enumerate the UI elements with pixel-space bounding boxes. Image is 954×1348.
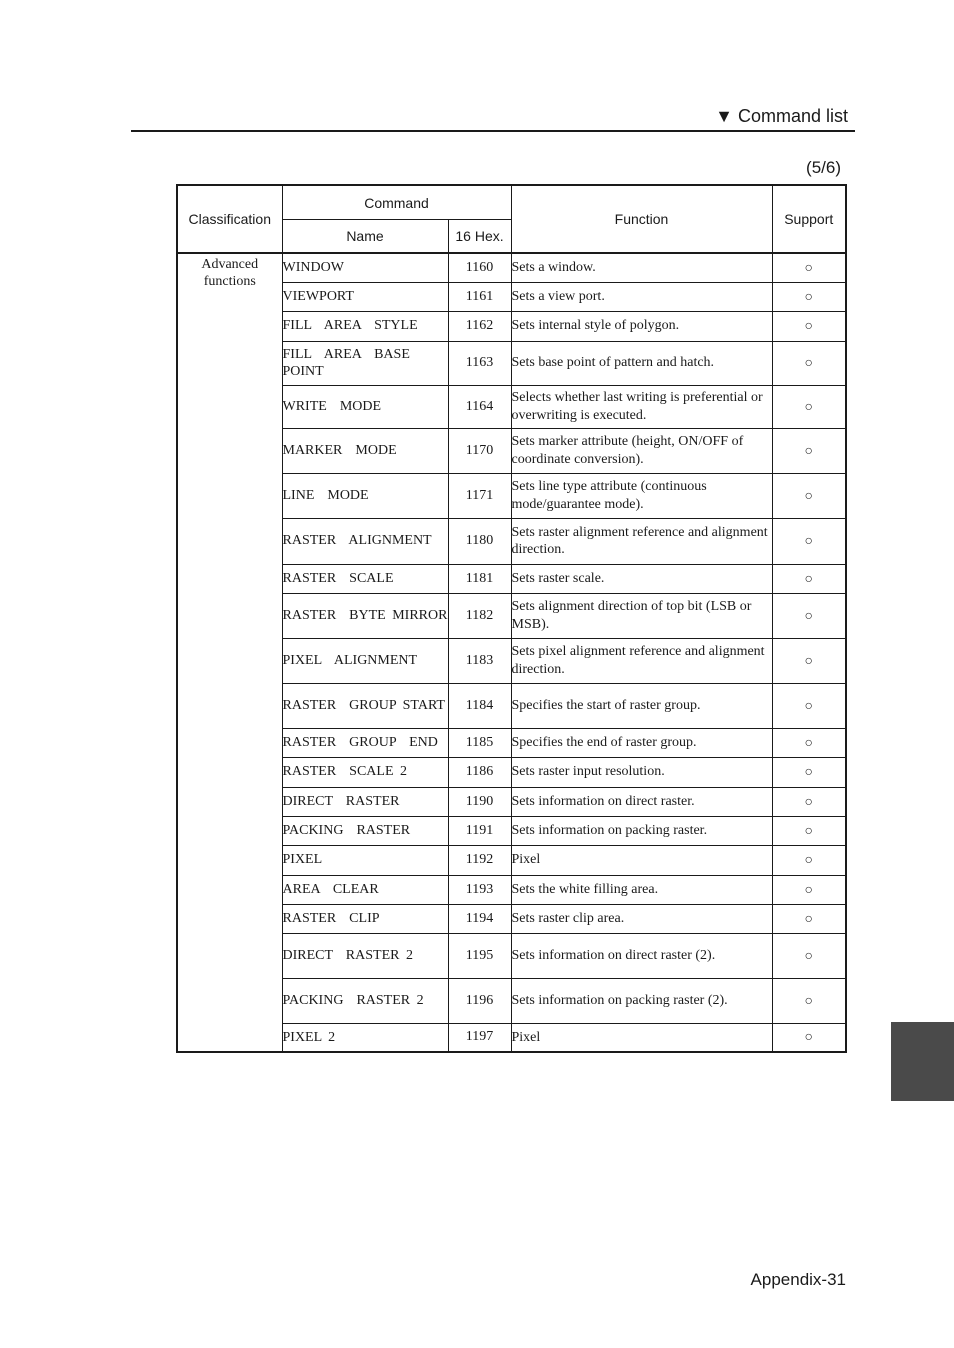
- support-cell: [772, 253, 846, 282]
- function-cell: Sets information on packing raster.: [511, 816, 772, 845]
- command-name-cell: LINE MODE: [282, 473, 448, 518]
- support-cell: [772, 875, 846, 904]
- support-circle-icon: ○: [804, 443, 813, 459]
- support-cell: [772, 757, 846, 787]
- hex-code-cell: 1181: [448, 564, 511, 593]
- support-circle-icon: ○: [804, 853, 813, 868]
- support-circle-icon: ○: [804, 356, 813, 371]
- hex-code-cell: 1161: [448, 282, 511, 311]
- command-name-cell: WRITE MODE: [282, 385, 448, 428]
- support-circle-icon: ○: [804, 735, 813, 751]
- hex-code-cell: 1195: [448, 933, 511, 978]
- command-name-cell: RASTER ALIGNMENT: [282, 518, 448, 564]
- page-indicator: (5/6): [806, 158, 841, 177]
- command-name-cell: RASTER GROUP END: [282, 728, 448, 757]
- support-circle-icon: ○: [804, 289, 813, 305]
- function-cell: Sets pixel alignment reference and alignment direction.: [511, 638, 772, 683]
- command-name-cell: PACKING RASTER: [282, 816, 448, 845]
- support-circle-icon: ○: [804, 319, 813, 334]
- hex-code-cell: 1183: [448, 638, 511, 683]
- command-name-cell: PACKING RASTER 2: [282, 978, 448, 1023]
- function-cell: Sets information on direct raster.: [511, 787, 772, 816]
- support-cell: [772, 933, 846, 978]
- command-name-cell: VIEWPORT: [282, 282, 448, 311]
- hex-code-cell: 1190: [448, 787, 511, 816]
- support-circle-icon: ○: [804, 911, 813, 927]
- support-cell: [772, 428, 846, 473]
- support-cell: [772, 638, 846, 683]
- command-name-cell: RASTER SCALE 2: [282, 757, 448, 787]
- hex-code-cell: 1170: [448, 428, 511, 473]
- function-cell: Selects whether last writing is preferential or overwriting is executed.: [511, 385, 772, 428]
- command-name-cell: MARKER MODE: [282, 428, 448, 473]
- support-circle-icon: ○: [804, 571, 813, 587]
- header-classification: Classification: [177, 185, 282, 253]
- table-row: [177, 253, 846, 282]
- chapter-tab: [891, 1022, 954, 1101]
- support-circle-icon: ○: [804, 260, 813, 276]
- section-title: Command list: [737, 106, 848, 126]
- page-number: Appendix-31: [750, 1270, 846, 1289]
- function-cell: Sets information on direct raster (2).: [511, 933, 772, 978]
- header-hex: 16 Hex.: [448, 220, 511, 254]
- hex-code-cell: 1186: [448, 757, 511, 787]
- support-circle-icon: ○: [804, 765, 813, 780]
- function-cell: Specifies the end of raster group.: [511, 728, 772, 757]
- support-cell: [772, 816, 846, 845]
- support-circle-icon: ○: [804, 698, 813, 714]
- table-body: [177, 253, 846, 1052]
- header-name: Name: [282, 220, 448, 254]
- function-cell: Sets a view port.: [511, 282, 772, 311]
- support-cell: [772, 904, 846, 933]
- hex-code-cell: 1164: [448, 385, 511, 428]
- command-name-cell: PIXEL: [282, 845, 448, 875]
- support-circle-icon: ○: [804, 882, 813, 898]
- hex-code-cell: 1163: [448, 341, 511, 385]
- support-cell: [772, 311, 846, 341]
- command-table: [176, 184, 847, 1053]
- command-name-cell: PIXEL ALIGNMENT: [282, 638, 448, 683]
- support-circle-icon: ○: [804, 653, 813, 669]
- header-function: Function: [511, 185, 772, 253]
- support-cell: [772, 385, 846, 428]
- support-cell: [772, 787, 846, 816]
- support-cell: [772, 978, 846, 1023]
- command-name-cell: WINDOW: [282, 253, 448, 282]
- support-cell: [772, 845, 846, 875]
- classification-cell: Advanced functions: [177, 253, 282, 1052]
- command-name-cell: DIRECT RASTER 2: [282, 933, 448, 978]
- hex-code-cell: 1197: [448, 1023, 511, 1052]
- hex-code-cell: 1162: [448, 311, 511, 341]
- hex-code-cell: 1180: [448, 518, 511, 564]
- function-cell: Pixel: [511, 1023, 772, 1052]
- support-circle-icon: ○: [804, 794, 813, 810]
- function-cell: Sets raster scale.: [511, 564, 772, 593]
- support-cell: [772, 341, 846, 385]
- function-cell: Sets the white filling area.: [511, 875, 772, 904]
- function-cell: Sets marker attribute (height, ON/OFF of coordinate conversion).: [511, 428, 772, 473]
- support-circle-icon: ○: [804, 534, 813, 549]
- command-name-cell: DIRECT RASTER: [282, 787, 448, 816]
- support-circle-icon: ○: [804, 948, 813, 964]
- hex-code-cell: 1171: [448, 473, 511, 518]
- hex-code-cell: 1185: [448, 728, 511, 757]
- header-command: Command: [282, 185, 511, 220]
- support-cell: [772, 518, 846, 564]
- function-cell: Sets information on packing raster (2).: [511, 978, 772, 1023]
- header-support: Support: [772, 185, 846, 253]
- support-circle-icon: ○: [804, 608, 813, 624]
- hex-code-cell: 1184: [448, 683, 511, 728]
- support-circle-icon: ○: [804, 399, 813, 415]
- support-cell: [772, 473, 846, 518]
- command-name-cell: RASTER SCALE: [282, 564, 448, 593]
- function-cell: Sets raster clip area.: [511, 904, 772, 933]
- triangle-down-icon: ▼: [715, 106, 733, 126]
- function-cell: Sets line type attribute (continuous mode/guarantee mode).: [511, 473, 772, 518]
- support-cell: [772, 728, 846, 757]
- function-cell: Pixel: [511, 845, 772, 875]
- support-cell: [772, 282, 846, 311]
- support-circle-icon: ○: [804, 1030, 813, 1046]
- support-cell: [772, 1023, 846, 1052]
- hex-code-cell: 1191: [448, 816, 511, 845]
- function-cell: Sets internal style of polygon.: [511, 311, 772, 341]
- header-title: [715, 106, 848, 127]
- hex-code-cell: 1194: [448, 904, 511, 933]
- hex-code-cell: 1196: [448, 978, 511, 1023]
- command-name-cell: FILL AREA BASE POINT: [282, 341, 448, 385]
- command-name-cell: FILL AREA STYLE: [282, 311, 448, 341]
- support-circle-icon: ○: [804, 488, 813, 504]
- function-cell: Specifies the start of raster group.: [511, 683, 772, 728]
- header-divider: [131, 130, 855, 132]
- command-name-cell: RASTER BYTE MIRROR: [282, 593, 448, 638]
- hex-code-cell: 1193: [448, 875, 511, 904]
- hex-code-cell: 1182: [448, 593, 511, 638]
- function-cell: Sets alignment direction of top bit (LSB or MSB).: [511, 593, 772, 638]
- support-circle-icon: ○: [804, 823, 813, 839]
- support-cell: [772, 593, 846, 638]
- function-cell: Sets raster input resolution.: [511, 757, 772, 787]
- command-name-cell: AREA CLEAR: [282, 875, 448, 904]
- command-name-cell: RASTER CLIP: [282, 904, 448, 933]
- hex-code-cell: 1160: [448, 253, 511, 282]
- support-circle-icon: ○: [804, 993, 813, 1009]
- function-cell: Sets a window.: [511, 253, 772, 282]
- hex-code-cell: 1192: [448, 845, 511, 875]
- support-cell: [772, 564, 846, 593]
- support-cell: [772, 683, 846, 728]
- function-cell: Sets raster alignment reference and alignment direction.: [511, 518, 772, 564]
- function-cell: Sets base point of pattern and hatch.: [511, 341, 772, 385]
- command-name-cell: PIXEL 2: [282, 1023, 448, 1052]
- command-name-cell: RASTER GROUP START: [282, 683, 448, 728]
